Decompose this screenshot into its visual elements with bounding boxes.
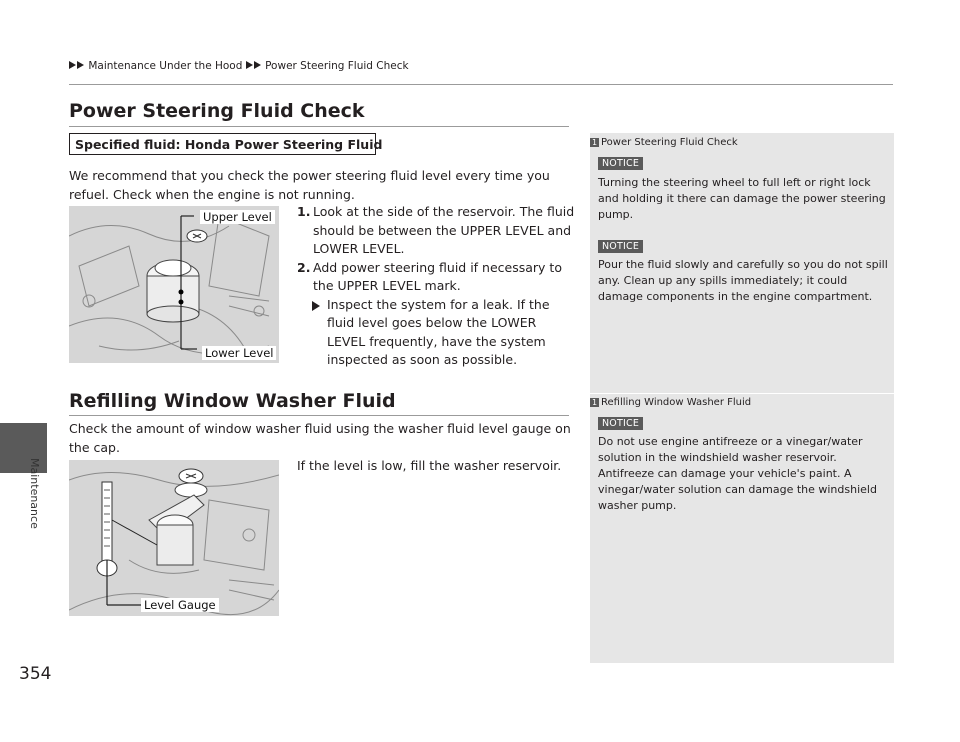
- side-note-title-text: Power Steering Fluid Check: [601, 137, 738, 148]
- side-note-title-washer: [590, 397, 751, 408]
- reference-mark-icon: 1: [591, 138, 598, 147]
- step-text: Look at the side of the reservoir. The fluid should be between the UPPER LEVEL and LOWER LEVEL.: [313, 204, 575, 256]
- breadcrumb-arrow-icon: [254, 61, 261, 69]
- breadcrumb-arrow-icon: [246, 61, 253, 69]
- breadcrumb-level-2: Power Steering Fluid Check: [265, 60, 409, 72]
- engine-bay-illustration: [69, 206, 279, 363]
- sub-step-text: Inspect the system for a leak. If the fluid level goes below the LOWER LEVEL frequently, have the system inspected as soon as possible.: [327, 296, 550, 367]
- step-number: 2.: [297, 259, 311, 275]
- washer-note: If the level is low, fill the washer reservoir.: [297, 458, 562, 473]
- reservoir-illustration: [69, 206, 279, 363]
- section-heading-washer-fluid: Refilling Window Washer Fluid: [69, 390, 396, 412]
- page-number: 354: [19, 664, 52, 684]
- step-item: [297, 203, 577, 259]
- header-rule: [69, 84, 893, 85]
- power-steering-intro: We recommend that you check the power steering fluid level every time you refuel. Check when the engine is not running.: [69, 168, 550, 202]
- upper-level-callout: Upper Level: [200, 210, 275, 224]
- notice-text: Do not use engine antifreeze or a vinegar/water solution in the windshield washer reservoir. Antifreeze can damage your vehicle's paint. A vinegar/water solution can damage the windshield washer pump.: [598, 435, 877, 512]
- washer-reservoir-illustration: [69, 460, 279, 616]
- lower-level-callout: Lower Level: [202, 346, 276, 360]
- breadcrumb-arrow-icon: [77, 61, 84, 69]
- step-number: 1.: [297, 204, 311, 219]
- step-item: [297, 259, 577, 296]
- washer-gauge-illustration: [69, 460, 279, 616]
- heading-rule: [69, 415, 569, 416]
- step-text: Add power steering fluid if necessary to the UPPER LEVEL mark.: [313, 259, 562, 293]
- notice-badge: NOTICE: [598, 417, 643, 430]
- section-heading-power-steering: Power Steering Fluid Check: [69, 100, 365, 122]
- heading-rule: [69, 126, 569, 127]
- side-note-title-power-steering: [590, 137, 738, 148]
- power-steering-steps: [297, 203, 577, 370]
- reference-mark-icon: 1: [591, 398, 598, 407]
- notice-badge: NOTICE: [598, 240, 643, 253]
- specified-fluid-box: Specified fluid: Honda Power Steering Fluid: [69, 133, 376, 155]
- breadcrumb-level-1: Maintenance Under the Hood: [88, 60, 243, 72]
- sub-step: [297, 296, 577, 370]
- notice-text: Pour the fluid slowly and carefully so you do not spill any. Clean up any spills immediately; it could damage components in the engine compartment.: [598, 258, 888, 303]
- arrow-icon: [312, 301, 320, 311]
- level-gauge-callout: Level Gauge: [141, 598, 219, 612]
- breadcrumb: [69, 60, 409, 72]
- panel-divider: [590, 393, 894, 394]
- notice-text: Turning the steering wheel to full left or right lock and holding it there can damage the power steering pump.: [598, 176, 886, 221]
- breadcrumb-arrow-icon: [69, 61, 76, 69]
- washer-intro: Check the amount of window washer fluid using the washer fluid level gauge on the cap.: [69, 421, 571, 455]
- notice-badge: NOTICE: [598, 157, 643, 170]
- side-note-title-text: Refilling Window Washer Fluid: [601, 397, 752, 408]
- section-tab-label: Maintenance: [28, 458, 41, 529]
